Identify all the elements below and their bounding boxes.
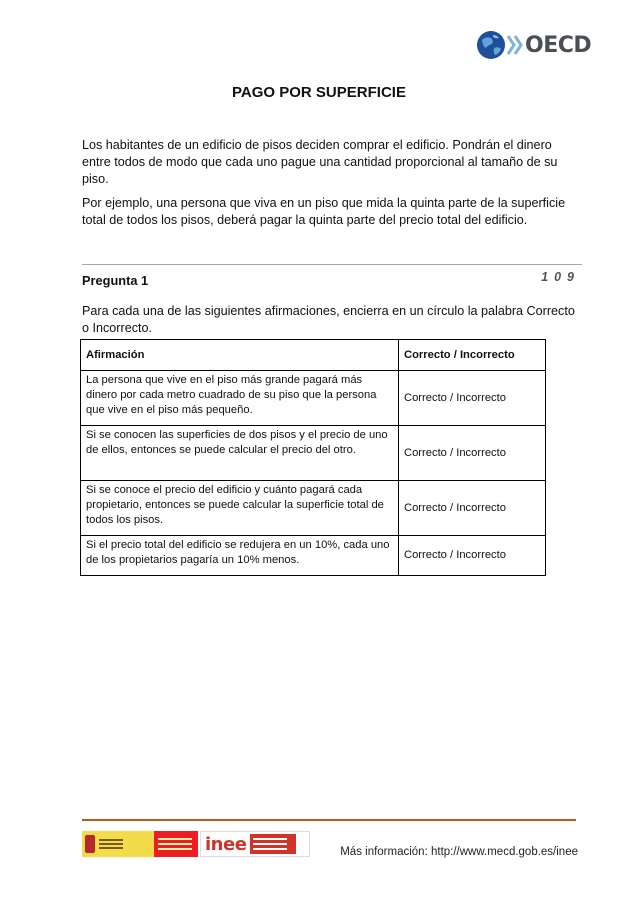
globe-icon bbox=[476, 30, 506, 60]
answer-cell[interactable]: Correcto / Incorrecto bbox=[399, 426, 546, 481]
statements-table bbox=[80, 339, 546, 576]
inee-logo-box bbox=[250, 834, 296, 854]
inee-logo-text: inee bbox=[205, 833, 247, 855]
answer-cell[interactable]: Correcto / Incorrecto bbox=[399, 481, 546, 536]
coat-of-arms-icon bbox=[85, 835, 95, 853]
answer-cell[interactable]: Correcto / Incorrecto bbox=[399, 536, 546, 576]
question-instruction: Para cada una de las siguientes afirmaciones, encierra en un círculo la palabra Correcto o Incorrecto. bbox=[82, 304, 575, 335]
statement-cell: Si el precio total del edificio se redujera en un 10%, cada uno de los propietarios pagaría un 10% menos. bbox=[81, 536, 399, 576]
table-row bbox=[81, 426, 546, 481]
oecd-logo bbox=[476, 30, 591, 60]
question-code: 109 bbox=[541, 270, 580, 284]
oecd-logo-text: OECD bbox=[525, 32, 592, 58]
question-label: Pregunta 1 bbox=[82, 273, 149, 288]
table-row bbox=[81, 371, 546, 426]
header-statement: Afirmación bbox=[81, 340, 399, 371]
statement-cell: Si se conocen las superficies de dos pisos y el precio de uno de ellos, entonces se puede calcular el precio del otro. bbox=[81, 426, 399, 481]
gobierno-logo bbox=[82, 831, 154, 857]
table-header-row bbox=[81, 340, 546, 371]
answer-cell[interactable]: Correcto / Incorrecto bbox=[399, 371, 546, 426]
intro-paragraph-2: Por ejemplo, una persona que viva en un piso que mida la quinta parte de la superficie total de todos los pisos, deberá pagar la quinta parte del precio total del edificio. bbox=[82, 196, 566, 227]
chevron-marks-icon bbox=[507, 33, 523, 57]
header-answer: Correcto / Incorrecto bbox=[399, 340, 546, 371]
statement-cell: Si se conoce el precio del edificio y cuánto pagará cada propietario, entonces se puede calcular la superficie total de todos los pisos. bbox=[81, 481, 399, 536]
inee-logo bbox=[200, 831, 310, 857]
section-divider bbox=[82, 264, 582, 265]
statement-cell: La persona que vive en el piso más grande pagará más dinero por cada metro cuadrado de su piso que la persona que vive en el piso más pequeño. bbox=[81, 371, 399, 426]
intro-paragraph-1: Los habitantes de un edificio de pisos deciden comprar el edificio. Pondrán el dinero entre todos de modo que cada uno pague una cantidad proporcional al tamaño de su piso. bbox=[82, 138, 558, 186]
table-row bbox=[81, 536, 546, 576]
page-title: PAGO POR SUPERFICIE bbox=[232, 84, 406, 101]
table-row bbox=[81, 481, 546, 536]
footer-rule bbox=[82, 819, 576, 821]
more-info-link[interactable]: Más información: http://www.mecd.gob.es/inee bbox=[340, 846, 578, 858]
ministerio-logo bbox=[154, 831, 198, 857]
footer-logos bbox=[82, 831, 310, 857]
